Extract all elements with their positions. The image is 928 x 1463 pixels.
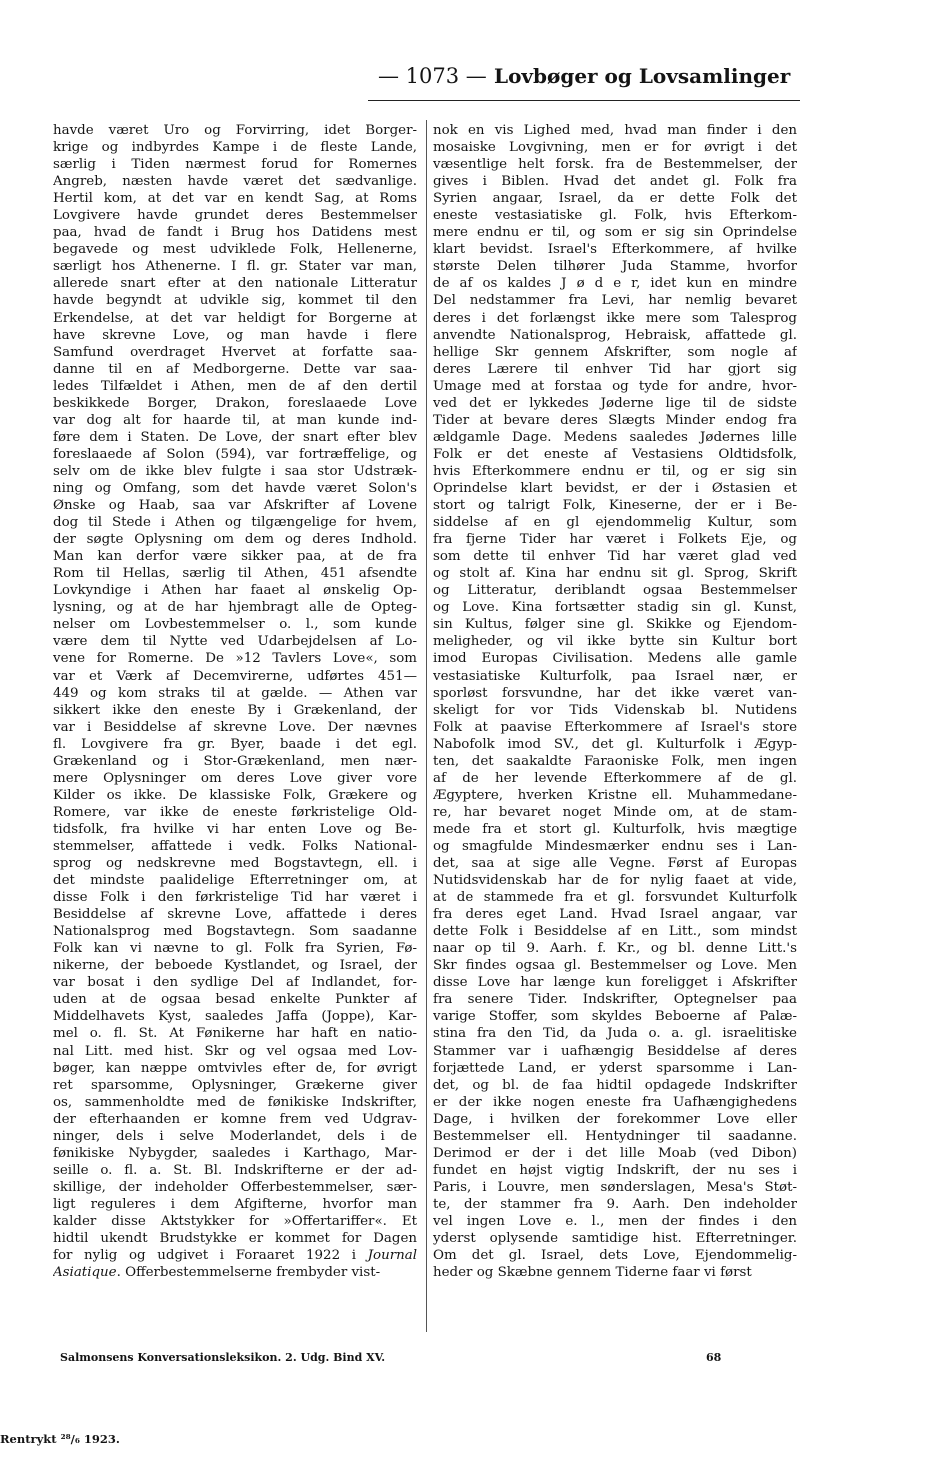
text-line: Romere, var ikke de eneste førkristelige Old- [53, 804, 417, 820]
text-line: fundet en højst vigtig Indskrift, der nu ses i [433, 1162, 797, 1178]
text-line: eneste vestasiatiske gl. Folk, hvis Efterkom- [433, 208, 797, 224]
text-line: Middelhavets Kyst, saaledes Jaffa (Joppe), Kar- [53, 1009, 417, 1025]
text-line: Om det gl. Israel, dets Love, Ejendommelig- [433, 1248, 797, 1264]
text-line: ning og Omfang, som det havde været Solon's [53, 480, 417, 496]
text-line: lysning, og at de har hjembragt alle de Opteg- [53, 600, 417, 616]
text-line: stemmelser, affattede i vedk. Folks National- [53, 838, 417, 854]
text-line: anvendte Nationalsprog, Hebraisk, affattede gl. [433, 327, 797, 343]
running-header [370, 62, 790, 102]
text-line: gives i Biblen. Hvad det andet gl. Folk fra [433, 174, 797, 190]
text-line: Derimod er der i det lille Moab (ved Dibon) [433, 1145, 797, 1161]
text-line: havde været Uro og Forvirring, idet Borger- [53, 123, 417, 138]
text-line: nal Litt. med hist. Skr og vel ogsaa med Lov- [53, 1043, 417, 1059]
text-line: skeligt for vor Tids Videnskab bl. Nutidens [433, 702, 797, 718]
text-line: Dage, i hvilken der forekommer Love eller [433, 1111, 797, 1127]
text-line: ved det er lykkedes Jøderne lige til de sidste [433, 395, 797, 411]
text-line: fl. Lovgivere fra gr. Byer, baade i det egl. [53, 736, 417, 752]
header-rule [368, 100, 800, 101]
text-line: Del nedstammer fra Levi, har nemlig bevaret [433, 293, 797, 309]
text-line: der efterhaanden er komne frem ved Udgrav- [53, 1111, 417, 1127]
text-line: deres Lærere til enhver Tid har gjort sig [433, 361, 797, 377]
text-line: sporløst forsvundne, har det ikke været van- [433, 685, 797, 701]
text-line: Folk at paavise Efterkommere af Israel's store [433, 719, 797, 735]
text-line: fra deres eget Land. Hvad Israel angaar, var [433, 907, 797, 923]
text-line: Asiatique. Offerbestemmelserne frembyder vist- [53, 1265, 381, 1281]
text-line: vene for Romerne. De »12 Tavlers Love«, som [53, 651, 417, 667]
text-line: uden at de ogsaa besad enkelte Punkter af [53, 992, 417, 1008]
text-line: foreslaaede af Solon (594), var fortræffelige, og [53, 446, 417, 462]
text-line: Stammer var i uafhængig Besiddelse af deres [433, 1043, 797, 1059]
text-line: vel ingen Love e. l., men der findes i den [433, 1214, 797, 1229]
text-line: Grækenland og i Stor-Grækenland, men nær- [53, 753, 417, 769]
text-line: Besiddelse af skrevne Love, affattede i deres [53, 907, 417, 923]
text-line: Erkendelse, at det var heldigt for Borgerne at [53, 310, 417, 326]
text-line: Folk kan vi nævne to gl. Folk fra Syrien, Fø- [53, 941, 417, 957]
text-line: hellige Skr gennem Afskrifter, som nogle af [433, 344, 797, 360]
text-line: ninger, dels i selve Moderlandet, dels i de [53, 1128, 417, 1144]
text-line: hidtil ukendt Brudstykke er kommet for Dagen [53, 1231, 417, 1247]
running-title: Lovbøger og Lovsamlinger [494, 64, 791, 88]
text-line: Ægyptere, hverken Kristne ell. Muhammedane- [433, 787, 797, 803]
text-line: ret sparsomme, Oplysninger, Grækerne giver [53, 1077, 417, 1093]
text-line: Samfund overdraget Hvervet at forfatte saa- [53, 344, 417, 360]
text-line: nikerne, der beboede Kystlandet, og Israel, der [53, 958, 417, 974]
text-line: naar op til 9. Aarh. f. Kr., og bl. denne Litt.'s [433, 941, 797, 957]
text-line: Umage med at forstaa og tyde for andre, hvor- [433, 378, 797, 394]
text-line: disse Love har længe kun foreligget i Afskrifter [433, 975, 797, 991]
text-line: Nationalsprog med Bogstavtegn. Som saadanne [53, 924, 417, 940]
text-line: Skr findes ogsaa gl. Bestemmelser og Love. Men [433, 958, 797, 974]
text-line: mede fra et stort gl. Kulturfolk, hvis mægtige [433, 821, 797, 837]
text-line: Oprindelse klart bevidst, er der i Østasien et [433, 480, 797, 496]
text-line: mosaiske Lovgivning, men er for øvrigt i det [433, 140, 797, 156]
text-line: mere Oplysninger om deres Love giver vore [53, 770, 417, 786]
text-line: fra fjerne Tider har været i Folkets Eje, og [433, 532, 797, 548]
text-line: varige Stoffer, som skyldes Beboerne af Palæ- [433, 1009, 797, 1025]
text-line: hvis Efterkommere endnu er til, og er sig sin [433, 463, 797, 479]
text-line: dog til Stede i Athen og tilgængelige for hvem, [53, 515, 417, 531]
text-line: danne til en af Medborgerne. Dette var saa- [53, 361, 417, 377]
text-line: bøger, kan næppe omtvivles efter de, for øvrigt [53, 1060, 417, 1076]
text-line: Lovgivere havde grundet deres Bestemmelser [53, 208, 417, 224]
text-line: nelser om Lovbestemmelser o. l., som kunde [53, 617, 417, 633]
text-line: største Delen tilhører Juda Stamme, hvorfor [433, 259, 797, 275]
text-line: klart bevidst. Israel's Efterkommere, af hvilke [433, 242, 797, 258]
text-line: var et Værk af Decemvirerne, udførtes 451— [53, 668, 417, 684]
text-line: ten, det saakaldte Faraoniske Folk, men ingen [433, 753, 797, 769]
text-line: Nutidsvidenskab har de for nylig faaet at vide, [433, 873, 797, 889]
text-line: nok en vis Lighed med, hvad man finder i den [433, 123, 797, 138]
text-line: sikkert ikke den eneste By i Grækenland, der [53, 702, 417, 718]
text-line: stina fra den Tid, da Juda o. a. gl. israelitiske [433, 1026, 797, 1042]
text-line: de af os kaldes J ø d e r, idet kun en mindre [433, 276, 797, 292]
text-line: var dog alt for haarde til, at man kunde ind- [53, 412, 417, 428]
text-line: sprog og nedskrevne med Bogstavtegn, ell. i [53, 856, 417, 872]
text-line: te, der stammer fra 9. Aarh. Den indeholder [433, 1196, 797, 1212]
text-line: ligt reguleres i dem Afgifterne, hvorfor man [53, 1196, 417, 1212]
text-line: Paris, i Louvre, men sønderslagen, Mesa's Støt- [433, 1179, 797, 1195]
text-line: ældgamle Dage. Medens saaledes Jødernes lille [433, 429, 797, 445]
text-line: havde begyndt at udvikle sig, kommet til den [53, 293, 417, 309]
text-line: Syrien angaar, Israel, da er dette Folk det [433, 191, 797, 207]
text-line: føre dem i Staten. De Love, der snart efter blev [53, 429, 417, 445]
text-line: dette Folk i Besiddelse af en Litt., som mindst [433, 924, 797, 940]
column-divider [426, 120, 427, 1332]
text-line: krige og indbyrdes Kampe i de fleste Lande, [53, 140, 417, 156]
text-line: at de stammede fra et gl. forsvundet Kulturfolk [433, 890, 797, 906]
text-line: meligheder, og vil ikke bytte sin Kultur bort [433, 634, 797, 650]
text-line: særligt hos Athenerne. I fl. gr. Stater var man, [53, 259, 417, 275]
text-line: det, og bl. de faa hidtil opdagede Indskrifter [433, 1077, 797, 1093]
text-line: imod Europas Civilisation. Medens alle gamle [433, 651, 797, 667]
text-line: væsentlige helt forsk. fra de Bestemmelser, der [433, 157, 797, 173]
reprint-note: Rentrykt ²⁸/₆ 1923. [0, 1432, 120, 1446]
page-number: — 1073 — [378, 64, 487, 88]
text-line: Hertil kom, at det var en kendt Sag, at Roms [53, 191, 417, 207]
text-line: kalder disse Aktstykker for »Offertariffer«. Et [53, 1214, 417, 1229]
text-line: og Litteratur, deriblandt ogsaa Bestemmelser [433, 583, 797, 599]
text-line: fra senere Tider. Indskrifter, Optegnelser paa [433, 992, 797, 1008]
text-line: er der ikke nogen eneste fra Uafhængighedens [433, 1094, 797, 1110]
text-line: selv om de ikke blev fulgte i saa stor Udstræk- [53, 463, 417, 479]
text-line: ledes Tilfældet i Athen, men de af den dertil [53, 378, 417, 394]
text-line: Angreb, næsten havde været det sædvanlige. [53, 174, 417, 190]
text-line: deres i det forlængst ikke mere som Talesprog [433, 310, 797, 326]
text-line: fønikiske Nybygder, saaledes i Karthago, Mar- [53, 1145, 417, 1161]
text-line: begavede og mest udviklede Folk, Hellenerne, [53, 242, 417, 258]
text-line: have skrevne Love, og man havde i flere [53, 327, 417, 343]
text-line: vestasiatiske Kulturfolk, paa Israel nær, er [433, 668, 797, 684]
text-line: det mindste paalidelige Efterretninger om, at [53, 873, 417, 889]
text-line: der søgte Oplysning om dem og deres Indhold. [53, 532, 417, 548]
text-line: 449 og kom straks til at gælde. — Athen var [53, 685, 417, 701]
text-line: siddelse af en gl ejendommelig Kultur, som [433, 515, 797, 531]
text-line: for nylig og udgivet i Foraaret 1922 i Journal [53, 1248, 417, 1264]
text-line: disse Folk i den førkristelige Tid har været i [53, 890, 417, 906]
text-line: særlig i Tiden nærmest forud for Romernes [53, 157, 417, 173]
text-line: heder og Skæbne gennem Tiderne faar vi først [433, 1265, 752, 1281]
text-line: og stolt af. Kina har endnu sit gl. Sprog, Skrift [433, 566, 797, 582]
text-line: og smagfulde Mindesmærker endnu ses i Lan- [433, 838, 797, 854]
text-line: Nabofolk imod SV., det gl. Kulturfolk i Ægyp- [433, 736, 797, 752]
text-line: sin Kultus, følger sine gl. Skikke og Ejendom- [433, 617, 797, 633]
footer-sheet-number: 68 [706, 1351, 722, 1364]
text-line: yderst oplysende samtidige hist. Efterretninger. [433, 1231, 797, 1247]
text-line: af de her levende Efterkommere af de gl. [433, 770, 797, 786]
text-line: Ønske og Haab, saa var Afskrifter af Lovene [53, 498, 417, 514]
text-line: beskikkede Borger, Drakon, foreslaaede Love [53, 395, 417, 411]
text-line: var i Besiddelse af skrevne Love. Der nævnes [53, 719, 417, 735]
text-line: os, sammenholdte med de fønikiske Indskrifter, [53, 1094, 417, 1110]
text-line: det, saa at sige alle Vegne. Først af Europas [433, 856, 797, 872]
text-line: allerede snart efter at den nationale Litteratur [53, 276, 417, 292]
text-line: stort og talrigt Folk, Kineserne, der er i Be- [433, 498, 797, 514]
text-line: Folk er det eneste af Vestasiens Oldtidsfolk, [433, 446, 797, 462]
text-line: være dem til Nytte ved Udarbejdelsen af Lo- [53, 634, 417, 650]
text-line: Tider at bevare deres Slægts Minder endog fra [433, 412, 797, 428]
text-line: mel o. fl. St. At Fønikerne har haft en natio- [53, 1026, 417, 1042]
text-line: re, har bevaret noget Minde om, at de stam- [433, 804, 797, 820]
text-line: Rom til Hellas, særlig til Athen, 451 afsendte [53, 566, 417, 582]
left-column [53, 122, 417, 1281]
text-line: Lovkyndige i Athen har faaet al ønskelig Op- [53, 583, 417, 599]
text-line: var bosat i den sydlige Del af Indlandet, for- [53, 975, 417, 991]
text-line: Kilder os ikke. De klassiske Folk, Grækere og [53, 787, 417, 803]
text-line: seille o. fl. a. St. Bl. Indskrifterne er der ad- [53, 1162, 417, 1178]
text-line: Man kan derfor være sikker paa, at de fra [53, 549, 417, 565]
text-line: mere endnu er til, og som er sig sin Oprindelse [433, 225, 797, 241]
text-line: Bestemmelser ell. Hentydninger til saadanne. [433, 1128, 797, 1144]
text-line: som dette til enhver Tid har været glad ved [433, 549, 797, 565]
text-line: og Love. Kina fortsætter stadig sin gl. Kunst, [433, 600, 797, 616]
footer-publication: Salmonsens Konversationsleksikon. 2. Udg. Bind XV. [60, 1351, 386, 1364]
text-line: tidsfolk, fra hvilke vi har enten Love og Be- [53, 821, 417, 837]
text-line: paa, hvad de fandt i Brug hos Datidens mest [53, 225, 417, 241]
right-column [433, 122, 797, 1281]
text-line: forjættede Land, er yderst sparsomme i Lan- [433, 1060, 797, 1076]
text-line: skillige, der indeholder Offerbestemmelser, sær- [53, 1179, 417, 1195]
